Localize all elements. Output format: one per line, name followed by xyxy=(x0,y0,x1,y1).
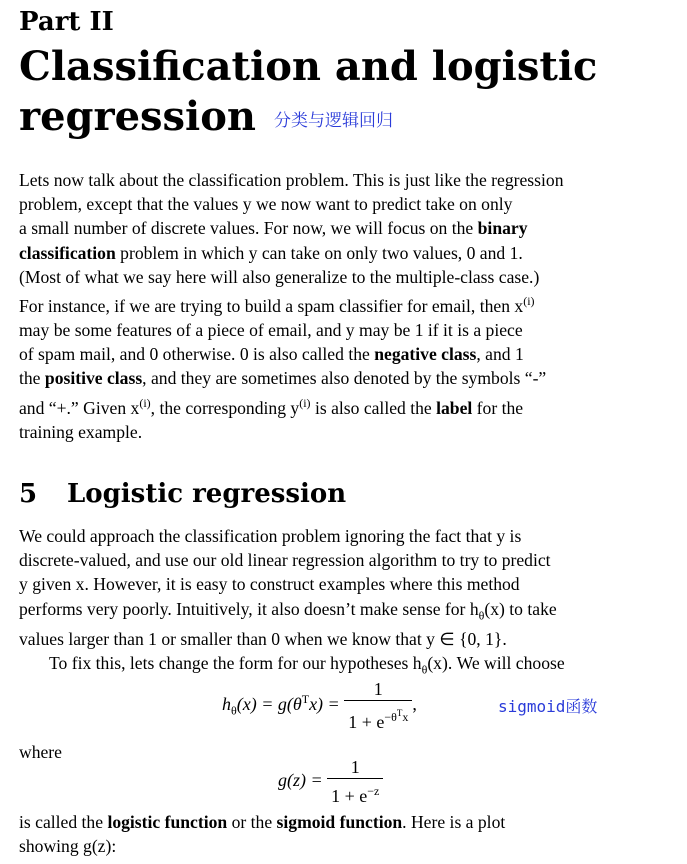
hypothesis-equation: $h_\theta(x) = g(\theta^Tx)$ = $\frac{1}{1 + e^{-\theta^Tx}}$ , xyxy=(222,679,417,732)
intro-line: and “+.” Given $x^{(i)}$, the corresponding $y^{(i)}$ is also called the label for the xyxy=(19,395,524,418)
intro-line: may be some features of a piece of email, and y may be 1 if it is a piece xyxy=(19,320,523,341)
closing-line: is called the logistic function or the sigmoid function. Here is a plot xyxy=(19,812,506,832)
body-line: values larger than 1 or smaller than 0 when we know that y ∈ {0, 1}. xyxy=(19,629,507,650)
term-classification: classification xyxy=(19,242,116,263)
body-line: To fix this, lets change the form for our hypotheses $h_\theta(x)$. We will choose xyxy=(49,653,565,677)
part-title-line1: Classification and logistic xyxy=(19,43,598,90)
term-positive-class: positive class xyxy=(44,368,143,389)
section-number: 5 xyxy=(19,478,38,509)
chinese-annotation: 分类与逻辑回归 xyxy=(274,111,394,131)
body-line: performs very poorly. Intuitively, it also doesn’t make sense for $h_\theta(x)$ to take xyxy=(19,598,557,623)
part-title-line2: regression xyxy=(19,93,257,140)
part-title-line2-row xyxy=(19,92,667,146)
intro-line: problem, except that the values y we now want to predict take on only xyxy=(19,194,513,215)
intro-line: a small number of discrete values. For now, we will focus on the binary xyxy=(19,218,528,239)
logistic-fraction: $\frac{1}{1 + e^{-z}}$ xyxy=(327,756,383,808)
intro-line: (Most of what we say here will also generalize to the multiple-class case.) xyxy=(19,266,540,287)
section-heading xyxy=(19,478,667,510)
intro-line: classification problem in which y can take on only two values, 0 and 1. xyxy=(19,242,523,263)
intro-line: Lets now talk about the classification problem. This is just like the regression xyxy=(19,170,564,190)
intro-line: For instance, if we are trying to build a spam classifier for email, then $x^{(i)}$ xyxy=(19,294,535,316)
part-label: Part II xyxy=(19,7,114,37)
section-title: Logistic regression xyxy=(67,478,347,509)
body-line: discrete-valued, and use our old linear regression algorithm to try to predict xyxy=(19,550,551,571)
term-binary: binary xyxy=(477,218,528,239)
sigmoid-fraction: $\frac{1}{1 + e^{-\theta^Tx}}$ xyxy=(344,678,412,734)
intro-paragraph xyxy=(19,168,667,444)
where-label: where xyxy=(19,742,62,762)
closing-line: showing g(z): xyxy=(19,836,117,857)
body-line: y given x. However, it is easy to construct examples where this method xyxy=(19,574,520,595)
closing-paragraph xyxy=(19,810,667,858)
intro-line: of spam mail, and 0 otherwise. 0 is also called the negative class, and 1 xyxy=(19,344,524,365)
logistic-equation: g(z) = $\frac{1}{1 + e^{-z}}$ xyxy=(278,756,383,808)
intro-line: the positive class, and they are sometimes also denoted by the symbols “-” xyxy=(19,368,547,389)
body-line: We could approach the classification problem ignoring the fact that y is xyxy=(19,525,522,546)
page xyxy=(19,6,667,682)
intro-line: training example. xyxy=(19,421,143,442)
term-negative-class: negative class xyxy=(374,344,477,365)
sigmoid-annotation: sigmoid函数 xyxy=(498,697,598,716)
term-logistic-function: logistic function xyxy=(107,812,228,832)
term-sigmoid-function: sigmoid function xyxy=(276,812,403,832)
body-paragraph xyxy=(19,524,667,682)
term-label: label xyxy=(436,397,473,418)
